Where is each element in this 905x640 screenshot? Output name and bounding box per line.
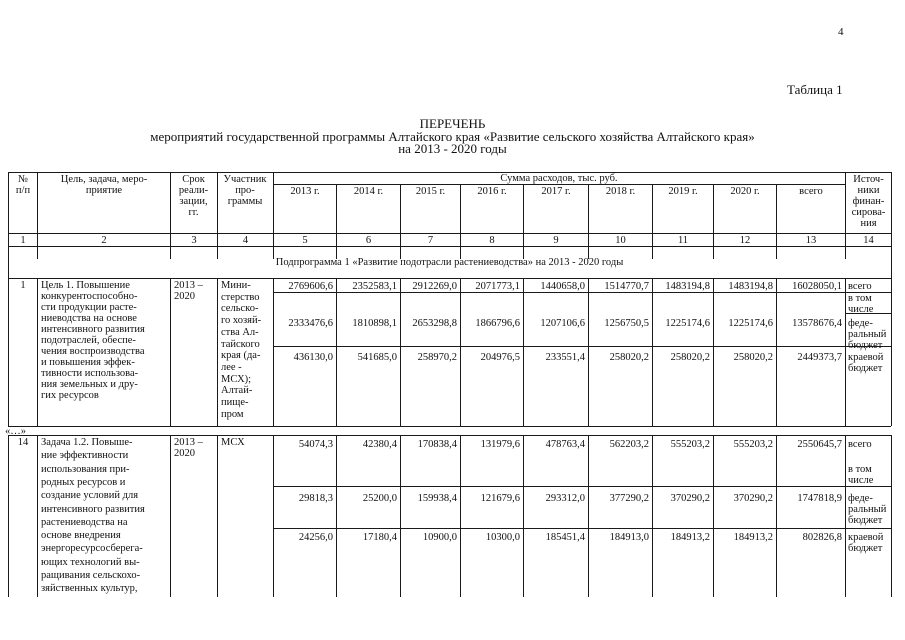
- header-goal: приятие: [85, 185, 123, 196]
- row1-participant: стерство: [221, 291, 260, 303]
- row14-regional-value: 17180,4: [362, 532, 397, 543]
- row14-term: 2020: [174, 448, 195, 459]
- column-border: [37, 435, 38, 597]
- row14-source-incl: в том: [848, 464, 872, 475]
- subprogram-rule: [8, 278, 891, 279]
- column-border: [170, 435, 171, 597]
- row14-federal-rule: [273, 528, 891, 529]
- row1-total-value: 1483194,8: [728, 281, 773, 292]
- row1-participant: лее -: [221, 361, 242, 373]
- row14-source-regional: краевой: [848, 532, 884, 543]
- column-border: [336, 435, 337, 597]
- column-number: 2: [101, 235, 107, 246]
- row14-goal: ращивания сельскохо-: [41, 570, 141, 581]
- header-year: 2018 г.: [605, 186, 636, 197]
- title-line-3: на 2013 - 2020 годы: [398, 141, 507, 156]
- ellipsis: «…»: [5, 426, 26, 437]
- subprogram-title: Подпрограмма 1 «Развитие подотрасли растениеводства» на 2013 - 2020 годы: [275, 257, 624, 268]
- row1-participant: пром: [221, 408, 244, 420]
- row14-regional-value: 10900,0: [422, 532, 457, 543]
- row1-participant: тайского: [221, 338, 260, 350]
- row1-term: 2013 –: [174, 280, 203, 291]
- column-number: 13: [805, 235, 817, 246]
- column-border: [652, 435, 653, 597]
- header-term: гг.: [188, 207, 199, 218]
- row1-regional-value: 258020,2: [609, 352, 649, 363]
- sum-header-rule: [273, 184, 845, 185]
- row1-source-federal: феде-: [848, 318, 873, 329]
- column-border: [845, 278, 846, 426]
- row14-goal: ние эффективности: [41, 450, 129, 462]
- row14-federal-value: 25200,0: [362, 493, 397, 504]
- row14-regional-value: 184913,2: [733, 532, 773, 543]
- row1-federal-value: 1207106,6: [540, 318, 585, 329]
- table-label: Таблица 1: [787, 82, 843, 97]
- header-year: 2019 г.: [668, 186, 698, 197]
- row1-federal-value: 2333476,6: [288, 318, 333, 329]
- row1-total-value: 1483194,8: [665, 281, 710, 292]
- row1-regional-value: 436130,0: [293, 352, 333, 363]
- column-border: [588, 435, 589, 597]
- column-border: [37, 278, 38, 426]
- header-participant: Участник: [223, 174, 267, 185]
- title-line-2: мероприятий государственной программы Алтайского края «Развитие сельского хозяйства Алтайского края»: [150, 129, 755, 144]
- row1-goal: сти продукции расте-: [41, 302, 137, 313]
- header-sum-caption: Сумма расходов, тыс. руб.: [500, 173, 618, 184]
- header-year: 2013 г.: [290, 186, 320, 197]
- row1-goal: ниеводства на основе: [41, 313, 137, 324]
- column-number: 5: [302, 235, 308, 246]
- row1-total-value: 1440658,0: [540, 281, 585, 292]
- column-number: 9: [553, 235, 559, 246]
- column-number: 1: [20, 235, 26, 246]
- row14-source-federal: феде-: [848, 493, 873, 504]
- row1-federal-value: 1866796,6: [475, 318, 520, 329]
- ellipsis-rule: [8, 435, 891, 436]
- row1-participant: сельско-: [221, 303, 259, 315]
- row1-total-value: 2769606,6: [288, 281, 333, 292]
- row1-participant: Мини-: [221, 280, 251, 291]
- row14-total-value: 555203,2: [733, 439, 773, 450]
- row14-goal: растениеводства на: [41, 516, 128, 528]
- column-number: 12: [739, 235, 751, 246]
- row1-source-federal: ральный: [848, 329, 887, 340]
- column-number: 7: [427, 235, 434, 246]
- column-number: 8: [489, 235, 495, 246]
- header-goal: Цель, задача, меро-: [60, 174, 148, 185]
- title-line-1: ПЕРЕЧЕНЬ: [419, 116, 486, 131]
- row14-regional-value: 184913,0: [609, 532, 649, 543]
- header-participant: граммы: [227, 196, 263, 207]
- row1-participant: МСХ);: [221, 373, 252, 385]
- column-border: [713, 435, 714, 597]
- row1-regional-value: 2449373,7: [797, 352, 842, 363]
- row14-source-federal: ральный: [848, 504, 887, 515]
- row14-source-federal: бюджет: [848, 515, 883, 526]
- row1-participant: Алтай-: [221, 385, 253, 397]
- row14-goal: ющих технологий вы-: [41, 556, 140, 568]
- row1-term: 2020: [174, 291, 195, 302]
- row1-participant: края (да-: [221, 350, 261, 362]
- row1-source-incl: в том: [848, 293, 872, 304]
- row14-federal-value: 159938,4: [417, 493, 457, 504]
- row14-goal: родных ресурсов и: [41, 476, 126, 488]
- row1-source-incl: числе: [848, 304, 874, 315]
- row1-bottom-rule: [8, 426, 891, 427]
- header-year: 2020 г.: [730, 186, 760, 197]
- row14-source-incl: числе: [848, 475, 874, 486]
- row1-federal-value: 1225174,6: [665, 318, 710, 329]
- row14-total-value: 42380,4: [362, 439, 397, 450]
- row1-federal-value: 13578676,4: [792, 318, 842, 329]
- header-year: 2017 г.: [541, 186, 571, 197]
- header-year: 2014 г.: [353, 186, 384, 197]
- header-sources: сирова-: [851, 207, 886, 218]
- column-border: [523, 435, 524, 597]
- row1-source-regional: краевой: [848, 352, 884, 363]
- row1-goal: чения воспроизводства: [41, 346, 145, 357]
- row14-federal-value: 29818,3: [298, 493, 333, 504]
- row1-regional-value: 541685,0: [357, 352, 397, 363]
- row1-source-total: всего: [848, 281, 872, 292]
- row14-regional-value: 185451,4: [545, 532, 585, 543]
- header-year: всего: [799, 186, 823, 197]
- row1-goal: гих ресурсов: [41, 390, 99, 401]
- column-border: [400, 435, 401, 597]
- row14-term: 2013 –: [174, 437, 203, 448]
- row14-total-value: 478763,4: [545, 439, 585, 450]
- row1-source-federal: бюджет: [848, 340, 883, 351]
- row1-total-value: 2352583,1: [352, 281, 397, 292]
- column-border: [460, 435, 461, 597]
- row1-regional-value: 258970,2: [417, 352, 457, 363]
- row14-total-rule: [273, 486, 891, 487]
- header-number: №: [17, 174, 29, 185]
- row14-goal: создание условий для: [41, 490, 139, 502]
- row1-source-regional: бюджет: [848, 363, 883, 374]
- row14-federal-value: 293312,0: [545, 493, 585, 504]
- header-number: п/п: [15, 185, 31, 196]
- row1-goal: интенсивного развития: [41, 324, 145, 335]
- row1-participant: ства Ал-: [221, 326, 259, 338]
- row1-total-value: 2071773,1: [475, 281, 520, 292]
- row1-participant: пище-: [221, 397, 249, 408]
- column-number: 4: [242, 235, 249, 246]
- row14-goal: основе внедрения: [41, 530, 121, 542]
- header-sources: ники: [857, 185, 880, 196]
- column-number: 10: [615, 235, 626, 246]
- column-border: [273, 435, 274, 597]
- row1-total-value: 2912269,0: [412, 281, 457, 292]
- row14-goal: Задача 1.2. Повыше-: [41, 437, 133, 448]
- header-participant: про-: [235, 185, 255, 196]
- row1-goal: Цель 1. Повышение: [41, 280, 130, 291]
- column-border: [170, 278, 171, 426]
- column-number: 11: [677, 235, 689, 246]
- row1-total-value: 1514770,7: [604, 281, 649, 292]
- row14-source-regional: бюджет: [848, 543, 883, 554]
- row1-goal: тивности использова-: [41, 368, 139, 379]
- row14-regional-value: 24256,0: [298, 532, 333, 543]
- row14-federal-value: 377290,2: [609, 493, 649, 504]
- row1-regional-value: 258020,2: [733, 352, 773, 363]
- row14-total-value: 2550645,7: [797, 439, 842, 450]
- row14-regional-value: 802826,8: [802, 532, 842, 543]
- column-number: 14: [863, 235, 874, 246]
- column-border: [217, 435, 218, 597]
- row14-federal-value: 1747818,9: [797, 493, 842, 504]
- header-year: 2015 г.: [415, 186, 446, 197]
- row14-total-value: 170838,4: [417, 439, 457, 450]
- col-number-rule: [8, 246, 891, 247]
- header-year: 2016 г.: [477, 186, 507, 197]
- header-sources: Источ-: [853, 174, 884, 185]
- header-sources: ния: [860, 218, 877, 229]
- header-term: Срок: [182, 174, 205, 185]
- header-term: реали-: [178, 185, 209, 196]
- row14-regional-value: 184913,2: [670, 532, 710, 543]
- row1-total-rule: [273, 292, 891, 293]
- row14-source-total: всего: [848, 439, 872, 450]
- row14-federal-value: 121679,6: [480, 493, 520, 504]
- row1-regional-value: 233551,4: [545, 352, 585, 363]
- row14-total-value: 555203,2: [670, 439, 710, 450]
- row14-goal: зяйственных культур,: [41, 583, 138, 595]
- row1-federal-rule: [273, 346, 891, 347]
- column-border: [845, 435, 846, 597]
- row1-goal: конкурентоспособно-: [41, 291, 138, 302]
- row14-participant: МСХ: [221, 437, 245, 448]
- row1-goal: ния земельных и дру-: [41, 379, 138, 390]
- row1-participant: го хозяй-: [221, 315, 262, 327]
- row1-federal-value: 2653298,8: [412, 318, 457, 329]
- header-sources: финан-: [852, 196, 885, 207]
- row14-goal: энергоресурсосберега-: [41, 543, 143, 555]
- column-border: [8, 435, 9, 597]
- column-border: [776, 435, 777, 597]
- column-border: [217, 278, 218, 426]
- column-number: 6: [365, 235, 372, 246]
- row1-regional-value: 258020,2: [670, 352, 710, 363]
- row1-goal: подотраслей, обеспе-: [41, 335, 136, 346]
- row14-federal-value: 370290,2: [670, 493, 710, 504]
- header-bottom-rule: [8, 233, 891, 234]
- row1-regional-value: 204976,5: [480, 352, 520, 363]
- row14-total-value: 54074,3: [298, 439, 333, 450]
- row14-goal: интенсивного развития: [41, 503, 145, 515]
- row1-goal: и повышения эффек-: [41, 357, 135, 368]
- row1-federal-value: 1256750,5: [604, 318, 649, 329]
- row14-total-value: 562203,2: [609, 439, 649, 450]
- row14-federal-value: 370290,2: [733, 493, 773, 504]
- row1-federal-value: 1810898,1: [352, 318, 397, 329]
- page-number: 4: [838, 26, 844, 38]
- row14-regional-value: 10300,0: [485, 532, 520, 543]
- header-term: зации,: [179, 196, 208, 207]
- row14-number: 14: [17, 437, 29, 448]
- row1-total-value: 16028050,1: [792, 281, 842, 292]
- column-border: [8, 172, 9, 426]
- row1-number: 1: [20, 280, 26, 291]
- column-number: 3: [191, 235, 197, 246]
- row1-federal-value: 1225174,6: [728, 318, 773, 329]
- row14-total-value: 131979,6: [480, 439, 520, 450]
- row14-goal: использования при-: [41, 463, 130, 475]
